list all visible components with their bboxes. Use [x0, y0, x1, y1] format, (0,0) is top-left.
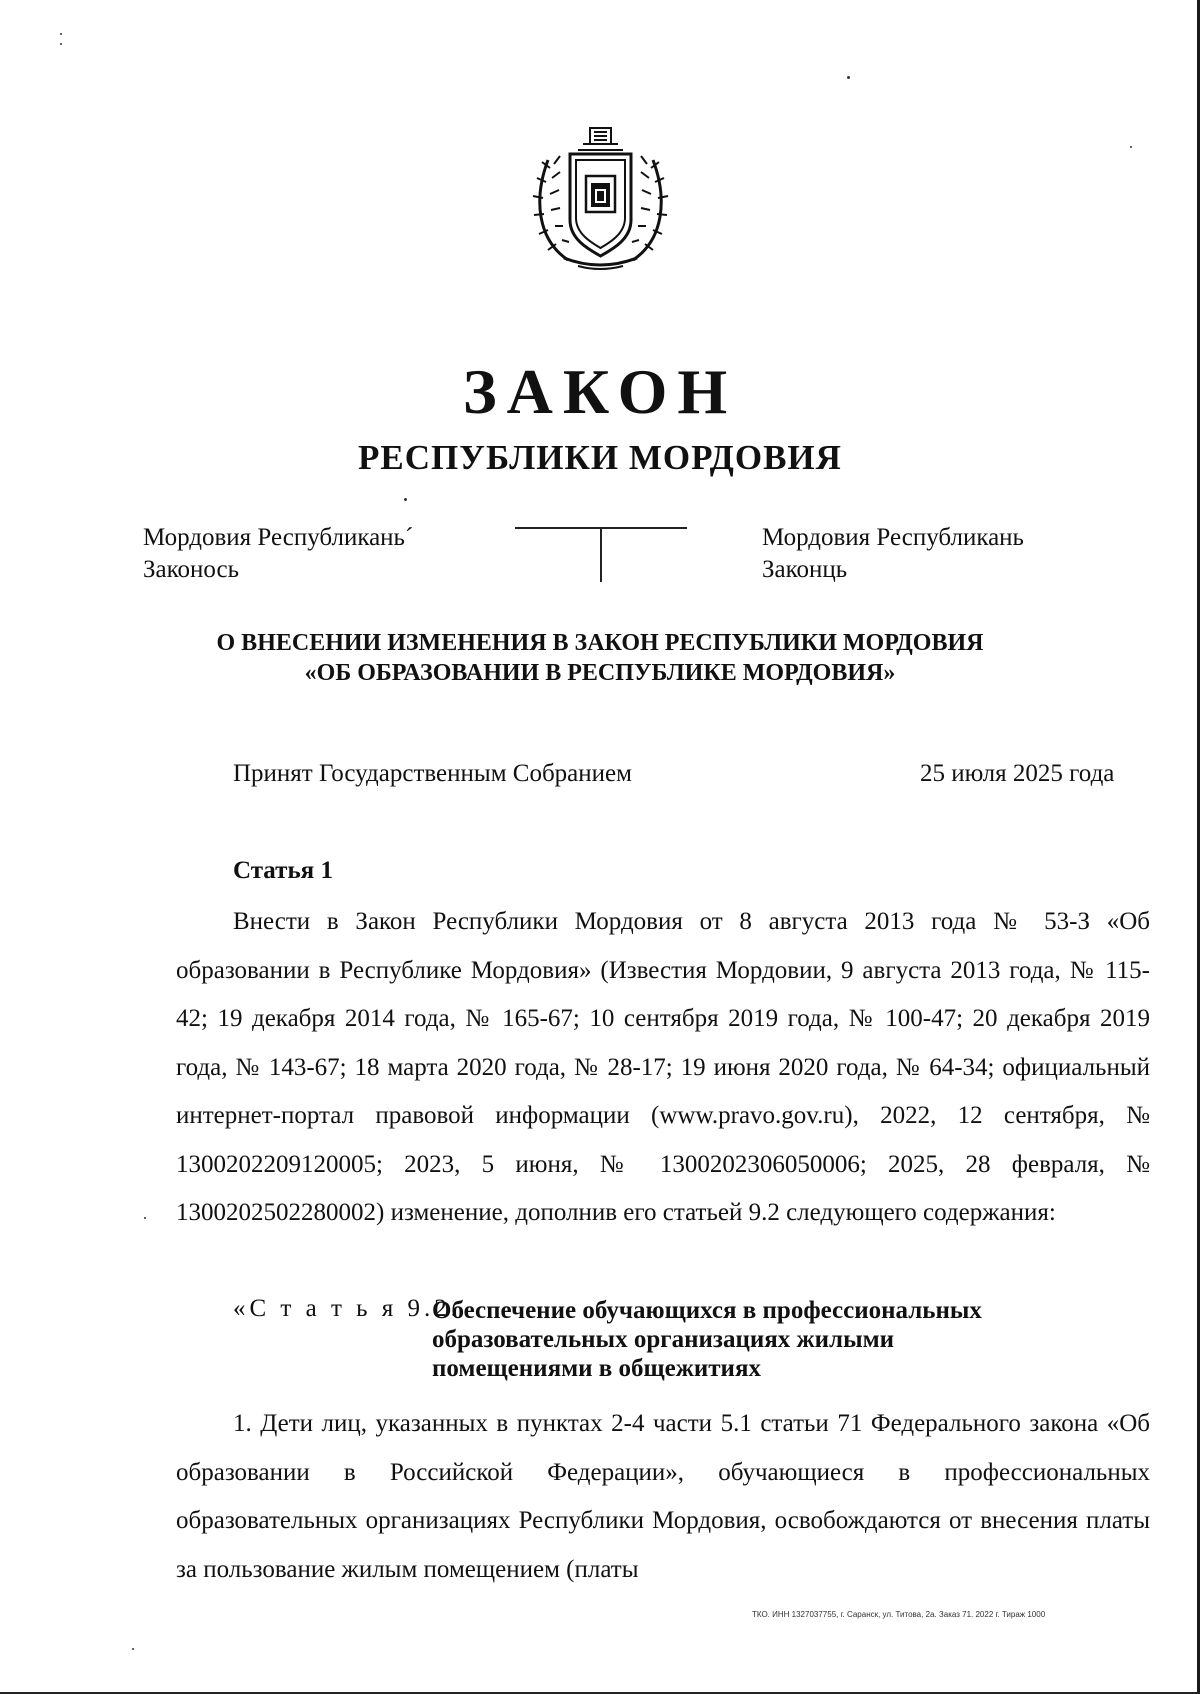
scan-speck — [847, 76, 850, 79]
document-subtitle: РЕСПУБЛИКИ МОРДОВИЯ — [358, 438, 842, 477]
title-moksha-block — [143, 522, 413, 586]
law-heading-line2: «ОБ ОБРАЗОВАНИИ В РЕСПУБЛИКЕ МОРДОВИЯ» — [304, 660, 896, 686]
coat-of-arms-mordovia-icon — [528, 120, 673, 275]
title-erzya-line2: Законць — [762, 556, 848, 583]
printer-imprint: ТКО. ИНН 1327037755, г. Саранск, ул. Титова, 2а. Заказ 71. 2022 г. Тираж 1000 — [752, 1610, 1046, 1619]
title-moksha-line2: Законось — [143, 556, 239, 583]
adopted-date: 25 июля 2025 года — [920, 760, 1115, 787]
scan-speck — [144, 1217, 146, 1219]
title-erzya-line1: Мордовия Республикань — [762, 524, 1024, 551]
title-erzya-block — [762, 522, 1024, 586]
adopted-by-text: Принят Государственным Собранием — [233, 760, 632, 787]
article-9-2-label-text: «С т а т ь я 9.2. — [233, 1295, 462, 1322]
scan-speck — [60, 33, 62, 35]
scan-speck — [1130, 146, 1132, 148]
law-heading-line1: О ВНЕСЕНИИ ИЗМЕНЕНИЯ В ЗАКОН РЕСПУБЛИКИ МОРДОВИЯ — [216, 630, 984, 656]
law-heading — [0, 628, 1200, 688]
scan-speck — [404, 498, 407, 501]
article-1-paragraph: Внести в Закон Республики Мордовия от 8 августа 2013 года № 53-З «Об образовании в Республике Мордовия» (Известия Мордовии, 9 августа 2013 года, № 115-42; 19 декабря 2014 года, № 165-67; 10 сентября 2019 года, № 100-47; 20 декабря 2019 года, № 143-67; 18 марта 2020 года, № 28-17; 19 июня 2020 года, № 64-34; официальный интернет-портал правовой информации (www.pravo.gov.ru), 2022, 12 сентября, № 1300202209120005; 2023, 5 июня, № 1300202306050006; 2025, 28 февраля, № 1300202502280002) изменение, дополнив его статьей 9.2 следующего содержания: — [176, 908, 1150, 1226]
title-moksha-line1: Мордовия Республиканьˊ — [143, 524, 414, 551]
article-1-heading: Статья 1 — [233, 857, 333, 884]
article-9-2-title: Обеспечение обучающихся в профессиональных образовательных организациях жилыми помещениями в общежитиях — [432, 1297, 982, 1382]
title-separator-vertical — [600, 528, 602, 582]
scan-speck — [60, 43, 62, 45]
document-title: ЗАКОН — [462, 356, 738, 427]
article-9-2-paragraph: 1. Дети лиц, указанных в пунктах 2-4 части 5.1 статьи 71 Федерального закона «Об образовании в Российской Федерации», обучающиеся в профессиональных образовательных организациях Республики Мордовия, освобождаются от внесения платы за пользование жилым помещением (платы — [176, 1410, 1150, 1583]
scan-speck — [132, 1648, 134, 1650]
